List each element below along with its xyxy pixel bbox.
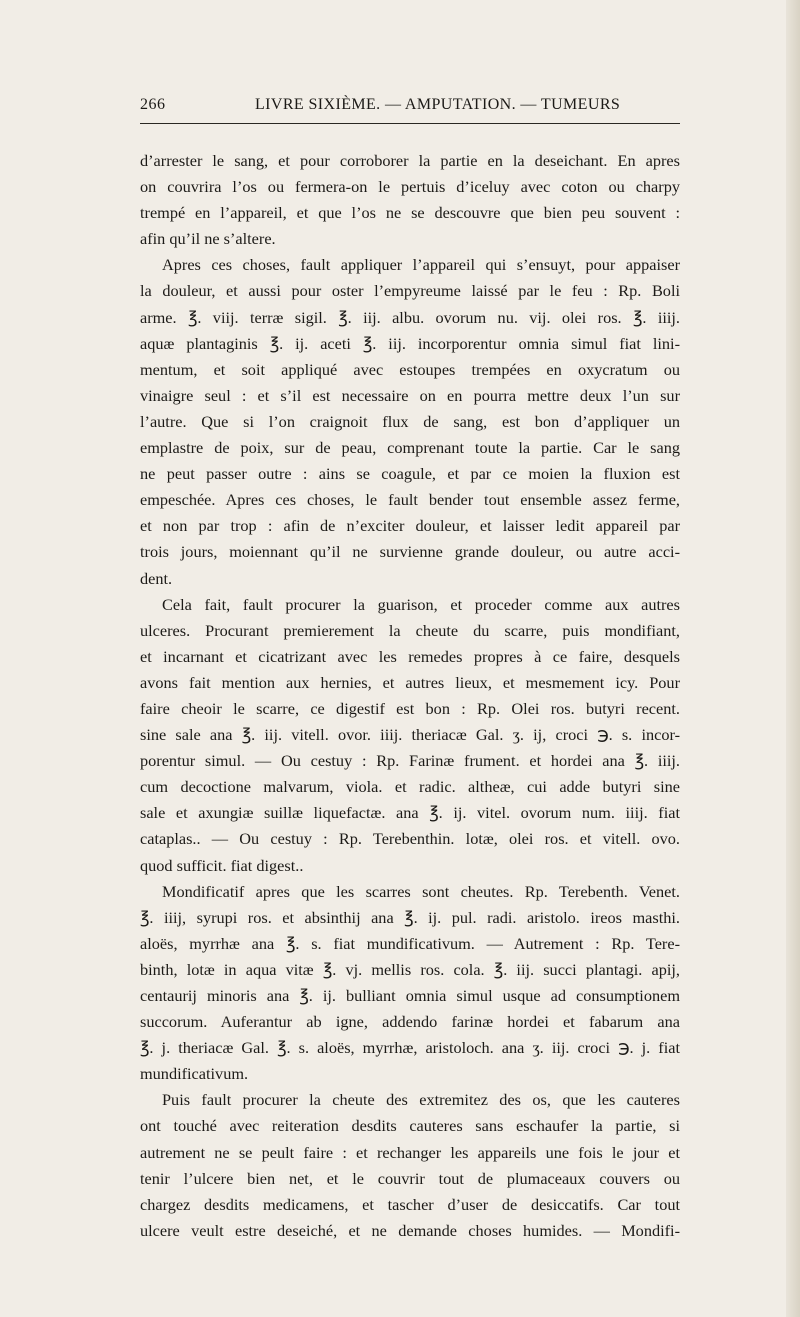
text-line: ℥. iiij, syrupi ros. et absinthij ana ℥. ij. pul. radi. aristolo. ireos masthi. xyxy=(140,907,680,927)
text-line: faire cheoir le scarre, ce digestif est bon : Rp. Olei ros. butyri recent. xyxy=(140,698,680,718)
text-line: centaurij minoris ana ℥. ij. bulliant omnia simul usque ad consumptionem xyxy=(140,986,680,1005)
text-line: on couvrira l’os ou fermera-on le pertuis d’iceluy avec coton ou charpy xyxy=(140,177,680,197)
text-line: tenir l’ulcere bien net, et le couvrir tout de plumaceaux couvers ou xyxy=(140,1168,680,1188)
header-rule xyxy=(140,123,680,124)
text-line: succorum. Auferantur ab igne, addendo farinæ hordei et fabarum ana xyxy=(140,1012,680,1032)
text-line: ne peut passer outre : ains se coagule, et par ce moien la fluxion est xyxy=(140,464,680,484)
page-header xyxy=(140,96,680,120)
text-line: vinaigre seul : et s’il est necessaire on en pourra mettre deux l’un sur xyxy=(140,385,680,405)
text-line: l’autre. Que si l’on craignoit flux de sang, est bon d’appliquer un xyxy=(140,411,680,431)
text-line: la douleur, et aussi pour oster l’empyreume laissé par le feu : Rp. Boli xyxy=(140,281,680,301)
text-line: Mondificatif apres que les scarres sont cheutes. Rp. Terebenth. Venet. xyxy=(162,881,680,901)
text-line: empeschée. Apres ces choses, le fault bender tout ensemble assez ferme, xyxy=(140,490,680,510)
text-line: chargez desdits medicamens, et tascher d’user de desiccatifs. Car tout xyxy=(140,1194,680,1214)
text-line: mundificativum. xyxy=(140,1064,249,1084)
text-line: porentur simul. — Ou cestuy : Rp. Farinæ frument. et hordei ana ℥. iiij. xyxy=(140,751,680,771)
text-line: aloës, myrrhæ ana ℥. s. fiat mundificativum. — Autrement : Rp. Tere- xyxy=(140,933,680,953)
body-text xyxy=(140,148,680,1244)
text-line: avons fait mention aux hernies, et autres lieux, et mesmement icy. Pour xyxy=(140,672,680,692)
text-line: ont touché avec reiteration desdits cauteres sans eschaufer la partie, si xyxy=(140,1116,680,1136)
text-line: emplastre de poix, sur de peau, comprenant toute la partie. Car le sang xyxy=(140,438,680,458)
text-line: et incarnant et cicatrizant avec les remedes propres à ce faire, desquels xyxy=(140,646,680,666)
text-line: cataplas.. — Ou cestuy : Rp. Terebenthin. lotæ, olei ros. et vitell. ovo. xyxy=(140,829,680,849)
text-line: Cela fait, fault procurer la guarison, et proceder comme aux autres xyxy=(162,594,680,614)
text-line: mentum, et soit appliqué avec estoupes trempées en oxycratum ou xyxy=(140,359,680,379)
text-line: ℥. j. theriacæ Gal. ℥. s. aloës, myrrhæ, aristoloch. ana ʒ. iij. croci ℈. j. fiat xyxy=(140,1038,680,1058)
text-line: quod sufficit. fiat digest.. xyxy=(140,855,304,875)
text-line: sale et axungiæ suillæ liquefactæ. ana ℥. ij. vitel. ovorum num. iiij. fiat xyxy=(140,803,680,823)
text-line: autrement ne se peult faire : et rechanger les appareils une fois le jour et xyxy=(140,1142,680,1162)
running-title: LIVRE SIXIÈME. — AMPUTATION. — TUMEURS xyxy=(255,96,621,113)
text-line: dent. xyxy=(140,568,173,588)
page-number: 266 xyxy=(140,96,166,113)
text-line: trempé en l’appareil, et que l’os ne se descouvre que bien peu souvent : xyxy=(140,203,680,223)
text-line: d’arrester le sang, et pour corroborer la partie en la deseichant. En apres xyxy=(140,151,680,170)
text-line: Apres ces choses, fault appliquer l’appareil qui s’ensuyt, pour appaiser xyxy=(162,255,680,275)
text-line: Puis fault procurer la cheute des extremitez des os, que les cauteres xyxy=(162,1090,680,1110)
text-line: arme. ℥. viij. terræ sigil. ℥. iij. albu. ovorum nu. vij. olei ros. ℥. iiij. xyxy=(140,307,680,327)
text-line: ulceres. Procurant premierement la cheute du scarre, puis mondifiant, xyxy=(140,620,680,640)
text-line: aquæ plantaginis ℥. ij. aceti ℥. iij. incorporentur omnia simul fiat lini- xyxy=(140,333,680,353)
page-edge-shadow xyxy=(786,0,800,1317)
text-line: binth, lotæ in aqua vitæ ℥. vj. mellis ros. cola. ℥. iij. succi plantagi. apij, xyxy=(140,959,680,979)
text-line: afin qu’il ne s’altere. xyxy=(140,229,276,249)
text-line: cum decoctione malvarum, viola. et radic. altheæ, cui adde butyri sine xyxy=(140,777,680,797)
text-line: et non par trop : afin de n’exciter douleur, et laisser ledit appareil par xyxy=(140,516,680,536)
text-line: trois jours, moiennant qu’il ne survienne grande douleur, ou autre acci- xyxy=(140,542,680,562)
text-line: sine sale ana ℥. iij. vitell. ovor. iiij. theriacæ Gal. ʒ. ij, croci ℈. s. incor- xyxy=(140,725,680,745)
text-line: ulcere veult estre deseiché, et ne demande choses humides. — Mondifi- xyxy=(140,1220,680,1240)
